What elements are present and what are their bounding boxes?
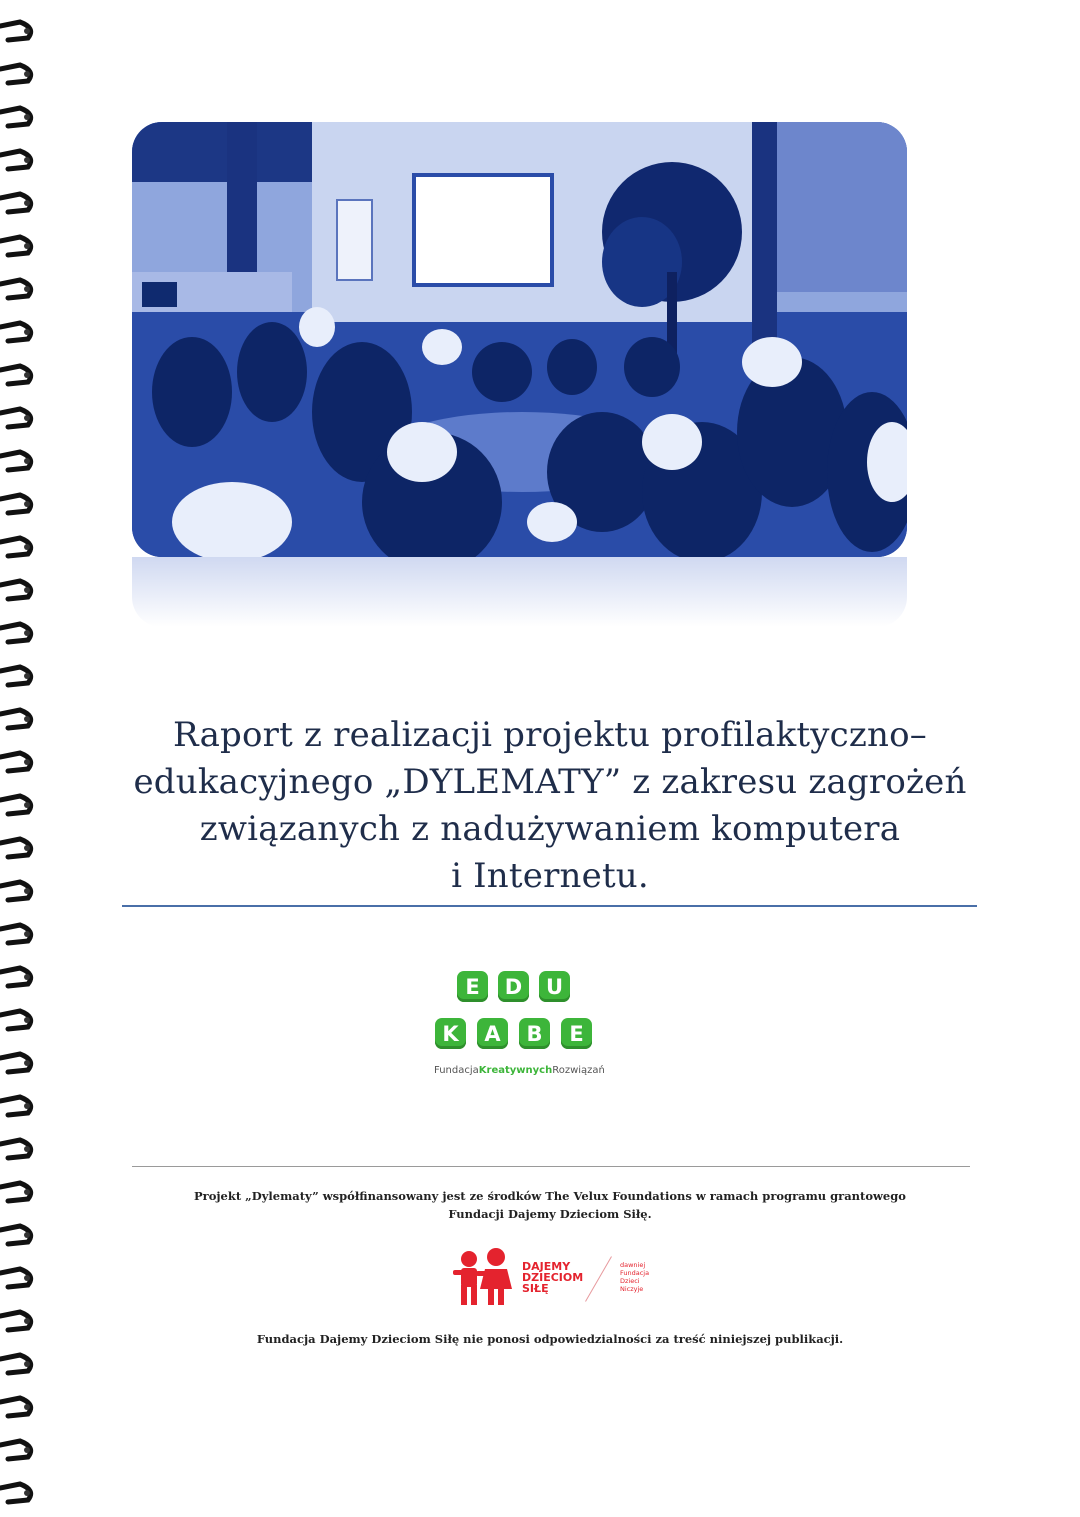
logo-tile: E bbox=[561, 1018, 592, 1049]
binding-coil bbox=[0, 108, 31, 126]
binding-coil bbox=[0, 194, 31, 212]
logo-tile: U bbox=[539, 971, 570, 1002]
tagline-prefix: Fundacja bbox=[434, 1065, 479, 1076]
cofinancing-line-1: Projekt „Dylematy” współfinansowany jest ze środków The Velux Foundations w ramach programu grantowego bbox=[194, 1189, 906, 1203]
cofinancing-note bbox=[140, 1187, 960, 1223]
binding-coil bbox=[0, 624, 31, 642]
ddd-former-1: dawniej bbox=[620, 1261, 646, 1269]
logo-tile: D bbox=[498, 971, 529, 1002]
logo-tile: A bbox=[477, 1018, 508, 1049]
binding-coil bbox=[0, 1097, 31, 1115]
edukabe-tagline bbox=[434, 1065, 644, 1076]
ddd-logo bbox=[450, 1245, 680, 1310]
logo-tile: B bbox=[519, 1018, 550, 1049]
ddd-divider bbox=[585, 1256, 612, 1302]
binding-coil bbox=[0, 581, 31, 599]
logo-tile: E bbox=[457, 971, 488, 1002]
binding-coil bbox=[0, 1269, 31, 1287]
binding-coil bbox=[0, 409, 31, 427]
binding-coil bbox=[0, 710, 31, 728]
binding-coil bbox=[0, 1183, 31, 1201]
title-line-3: związanych z nadużywaniem komputera bbox=[199, 809, 901, 849]
binding-coil bbox=[0, 968, 31, 986]
binding-coil bbox=[0, 882, 31, 900]
binding-coil bbox=[0, 1011, 31, 1029]
binding-coil bbox=[0, 495, 31, 513]
ddd-line-3: SIŁĘ bbox=[522, 1282, 549, 1295]
ddd-line-1: DAJEMY bbox=[522, 1260, 571, 1273]
title-divider bbox=[122, 905, 977, 907]
binding-coil bbox=[0, 796, 31, 814]
binding-coil bbox=[0, 1398, 31, 1416]
binding-coil bbox=[0, 237, 31, 255]
cofinancing-line-2: Fundacji Dajemy Dzieciom Siłę. bbox=[448, 1207, 652, 1221]
edukabe-logo bbox=[420, 965, 650, 1085]
ddd-former-2: Fundacja bbox=[620, 1269, 650, 1277]
binding-coil bbox=[0, 667, 31, 685]
cover-photo bbox=[132, 122, 907, 557]
tagline-highlight: Kreatywnych bbox=[478, 1065, 553, 1076]
binding-coil bbox=[0, 1226, 31, 1244]
binding-coil bbox=[0, 1140, 31, 1158]
ddd-line-2: DZIECIOM bbox=[522, 1271, 584, 1284]
ddd-name bbox=[522, 1261, 583, 1294]
binding-coil bbox=[0, 839, 31, 857]
binding-coil bbox=[0, 1054, 31, 1072]
disclaimer: Fundacja Dajemy Dzieciom Siłę nie ponosi odpowiedzialności za treść niniejszej publikacji. bbox=[256, 1332, 844, 1346]
title-line-2: edukacyjnego „DYLEMATY” z zakresu zagrożeń bbox=[133, 762, 967, 802]
title-line-1: Raport z realizacji projektu profilaktyczno– bbox=[173, 715, 927, 755]
binding-coil bbox=[0, 323, 31, 341]
binding-coil bbox=[0, 538, 31, 556]
footer-divider bbox=[132, 1166, 970, 1167]
binding-coil bbox=[0, 65, 31, 83]
binding-coil bbox=[0, 1355, 31, 1373]
binding-coil bbox=[0, 366, 31, 384]
tagline-suffix: Rozwiązań bbox=[552, 1065, 605, 1076]
binding-coil bbox=[0, 1484, 31, 1502]
ddd-former-4: Niczyje bbox=[620, 1285, 644, 1293]
ddd-former-name bbox=[620, 1261, 649, 1293]
binding-coil bbox=[0, 151, 31, 169]
children-figures-icon bbox=[450, 1245, 520, 1310]
report-title bbox=[130, 712, 970, 900]
binding-coil bbox=[0, 1441, 31, 1459]
binding-coil bbox=[0, 22, 31, 40]
binding-coil bbox=[0, 452, 31, 470]
binding-coil bbox=[0, 925, 31, 943]
binding-coil bbox=[0, 1312, 31, 1330]
title-line-4: i Internetu. bbox=[451, 856, 649, 896]
photo-reflection bbox=[132, 557, 907, 627]
binding-coil bbox=[0, 753, 31, 771]
spiral-binding bbox=[0, 0, 50, 1517]
binding-coil bbox=[0, 280, 31, 298]
logo-tile: K bbox=[435, 1018, 466, 1049]
ddd-former-3: Dzieci bbox=[620, 1277, 640, 1285]
